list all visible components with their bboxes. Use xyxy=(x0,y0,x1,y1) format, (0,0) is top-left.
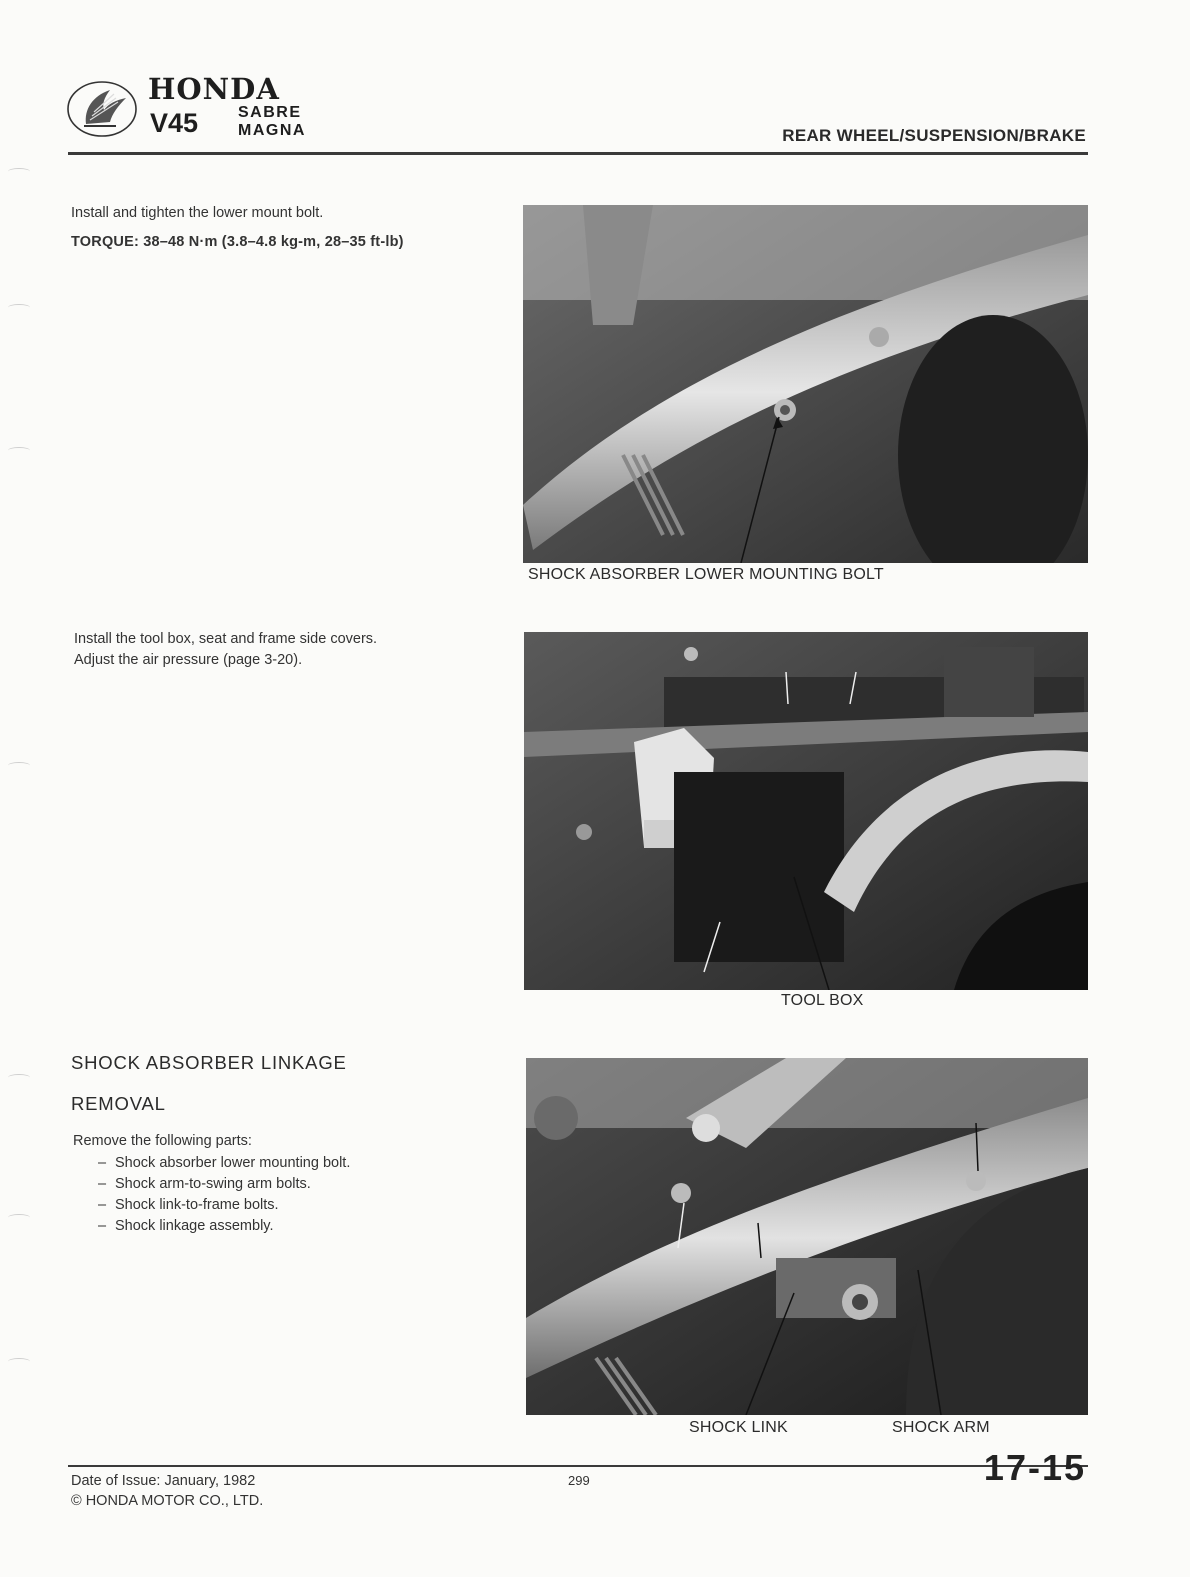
instruction-install-toolbox: Install the tool box, seat and frame side covers. xyxy=(74,631,378,647)
page-number: 299 xyxy=(568,1473,590,1488)
section-title: REAR WHEEL/SUSPENSION/BRAKE xyxy=(782,126,1086,145)
photo-shock-linkage xyxy=(526,1058,1088,1415)
scan-mark xyxy=(8,168,30,175)
scan-mark xyxy=(8,762,30,769)
page-code: 17-15 xyxy=(983,1447,1086,1488)
issue-date: Date of Issue: January, 1982 xyxy=(71,1473,256,1489)
copyright: © HONDA MOTOR CO., LTD. xyxy=(71,1493,264,1509)
torque-spec: TORQUE: 38–48 N·m (3.8–4.8 kg-m, 28–35 ft-lb) xyxy=(71,234,404,250)
list-item: – Shock linkage assembly. xyxy=(89,1216,350,1237)
caption-lower-mounting-bolt: SHOCK ABSORBER LOWER MOUNTING BOLT xyxy=(528,566,884,583)
honda-wing-logo-icon xyxy=(66,80,138,138)
caption-shock-link: SHOCK LINK xyxy=(689,1419,788,1436)
footer-rule xyxy=(68,1465,1088,1467)
list-item: – Shock absorber lower mounting bolt. xyxy=(89,1153,350,1174)
header-rule xyxy=(68,152,1088,155)
brand-name: HONDA xyxy=(148,72,280,106)
removal-parts-list xyxy=(89,1153,350,1237)
instruction-adjust-air-pressure: Adjust the air pressure (page 3-20). xyxy=(74,652,303,668)
model-variant-sabre: SABRE xyxy=(238,104,302,121)
model-variant-magna: MAGNA xyxy=(238,122,306,139)
scan-mark xyxy=(8,1214,30,1221)
model-name: V45 xyxy=(150,108,199,138)
list-item: – Shock arm-to-swing arm bolts. xyxy=(89,1174,350,1195)
scan-mark xyxy=(8,1358,30,1365)
photo-tool-box xyxy=(524,632,1088,990)
scan-mark xyxy=(8,1074,30,1081)
caption-tool-box: TOOL BOX xyxy=(781,992,864,1009)
instruction-install-lower-bolt: Install and tighten the lower mount bolt. xyxy=(71,205,324,221)
photo-lower-mounting-bolt xyxy=(523,205,1088,563)
scan-mark xyxy=(8,447,30,454)
subheading-removal: REMOVAL xyxy=(71,1093,166,1114)
scan-mark xyxy=(8,304,30,311)
removal-intro: Remove the following parts: xyxy=(73,1133,252,1149)
list-item: – Shock link-to-frame bolts. xyxy=(89,1195,350,1216)
caption-shock-arm: SHOCK ARM xyxy=(892,1419,990,1436)
section-heading-linkage: SHOCK ABSORBER LINKAGE xyxy=(71,1052,347,1073)
